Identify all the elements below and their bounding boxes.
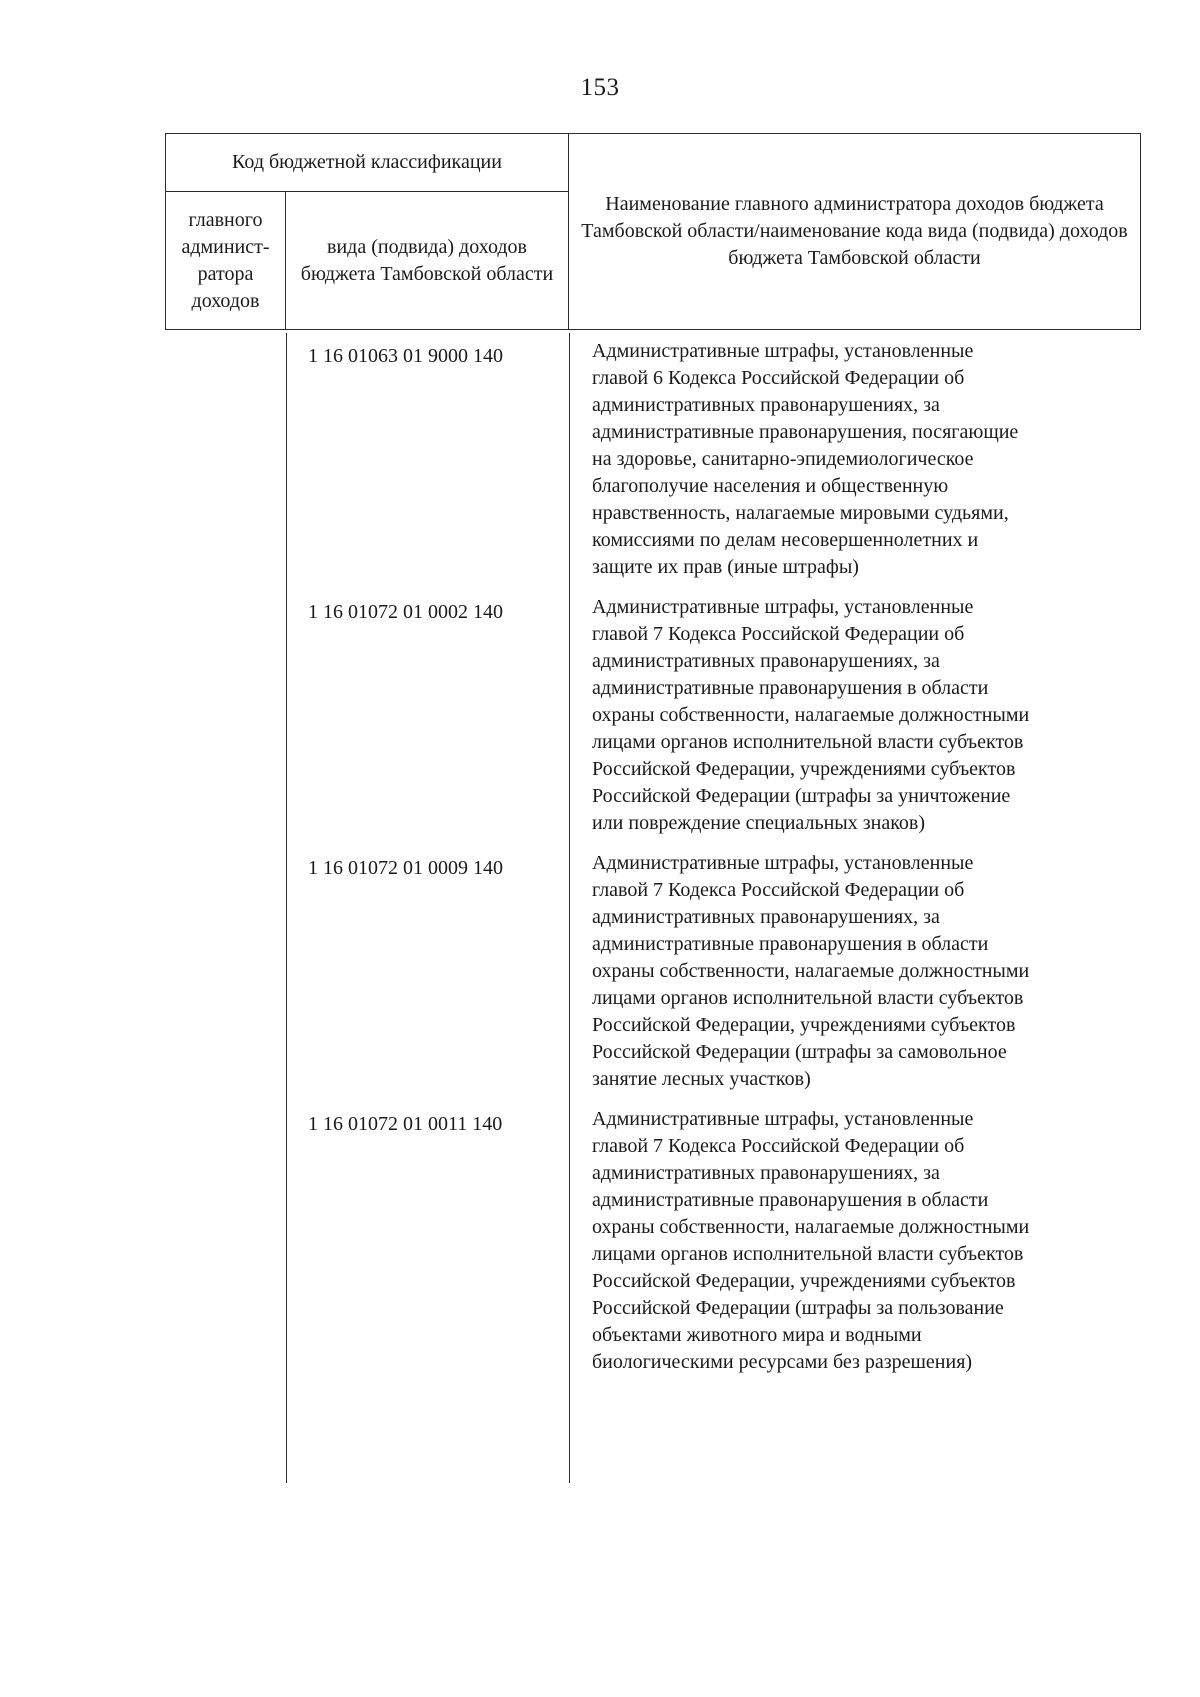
table-body [286, 338, 1142, 1389]
header-administrator-name: Наименование главного администратора доходов бюджета Тамбовской области/наименование кода вида (подвида) доходов бюджета Тамбовской области [569, 134, 1141, 330]
income-description: Административные штрафы, установленные главой 7 Кодекса Российской Федерации об административных правонарушениях, за административные правонарушения в области охраны собственности, налагаемые должностными лицами органов исполнительной власти субъектов Российской Федерации, учреждениями субъектов Российской Федерации (штрафы за уничтожение или повреждение специальных знаков) [592, 596, 1030, 834]
header-budget-classification-code: Код бюджетной классификации [166, 134, 569, 192]
income-code: 1 16 01063 01 9000 140 [308, 345, 503, 367]
income-description: Административные штрафы, установленные главой 7 Кодекса Российской Федерации об административных правонарушениях, за административные правонарушения в области охраны собственности, налагаемые должностными лицами органов исполнительной власти субъектов Российской Федерации, учреждениями субъектов Российской Федерации (штрафы за самовольное занятие лесных участков) [592, 852, 1030, 1090]
table-row [286, 850, 1142, 1093]
income-code: 1 16 01072 01 0009 140 [308, 857, 503, 879]
budget-table-header [165, 133, 1141, 330]
header-income-type-code: вида (подвида) доходов бюджета Тамбовской области [286, 192, 569, 330]
table-row [286, 338, 1142, 581]
income-description: Административные штрафы, установленные главой 7 Кодекса Российской Федерации об административных правонарушениях, за административные правонарушения в области охраны собственности, налагаемые должностными лицами органов исполнительной власти субъектов Российской Федерации, учреждениями субъектов Российской Федерации (штрафы за пользование объектами животного мира и водными биологическими ресурсами без разрешения) [592, 1108, 1030, 1373]
income-description: Административные штрафы, установленные главой 6 Кодекса Российской Федерации об административных правонарушениях, за административные правонарушения, посягающие на здоровье, санитарно-эпидемиологическое благополучие населения и общественную нравственность, налагаемые мировыми судьями, комиссиями по делам несовершеннолетних и защите их прав (иные штрафы) [592, 340, 1019, 578]
income-code: 1 16 01072 01 0002 140 [308, 601, 503, 623]
table-row [286, 1106, 1142, 1376]
income-code: 1 16 01072 01 0011 140 [308, 1113, 503, 1135]
page-number: 153 [580, 74, 620, 101]
table-row [286, 594, 1142, 837]
header-main-administrator: главного админист-ратора доходов [166, 192, 286, 330]
